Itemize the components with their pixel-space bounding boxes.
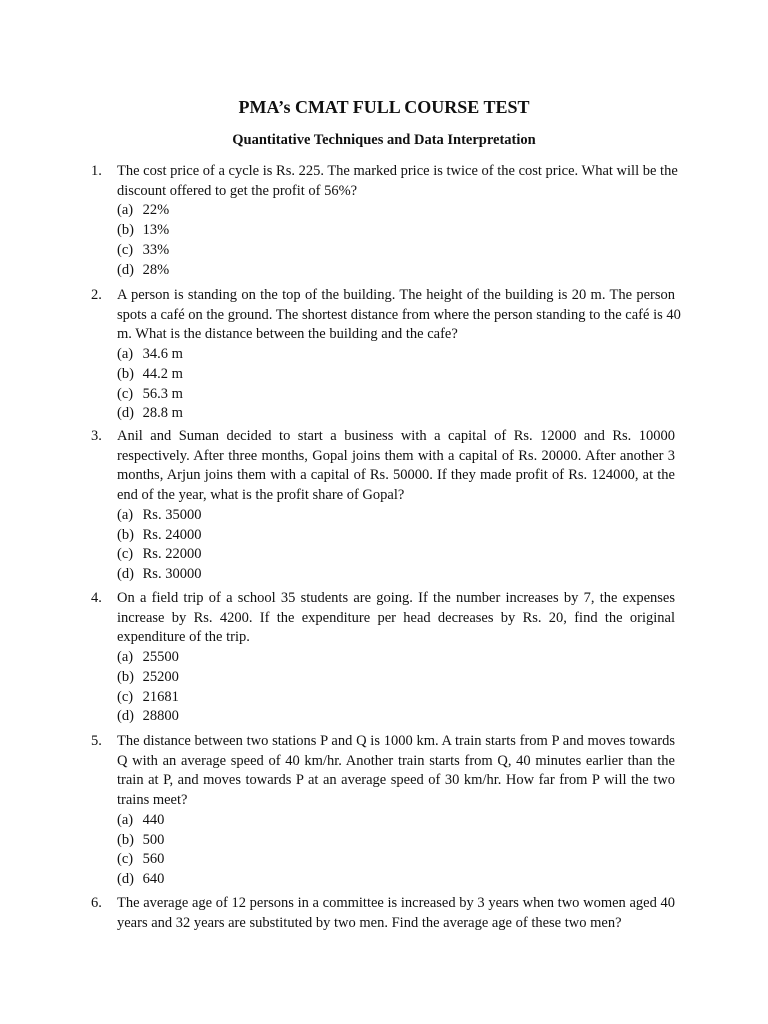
question-number: 6. (91, 895, 102, 911)
answer-option (117, 849, 164, 869)
answer-option (117, 647, 179, 667)
answer-option (117, 810, 164, 830)
answer-option (117, 564, 201, 584)
option-label: (d) (117, 565, 134, 582)
question-text-line: Anil and Suman decided to start a business with a capital of Rs. 12000 and Rs. 10000 (117, 428, 675, 444)
option-label: (c) (117, 385, 134, 402)
option-label: (d) (117, 708, 134, 725)
question-text (117, 285, 681, 344)
answer-option (117, 525, 201, 545)
option-label: (c) (117, 851, 134, 868)
option-text: 560 (142, 851, 165, 868)
answer-option (117, 344, 183, 364)
question-number: 2. (91, 287, 102, 303)
option-label: (d) (117, 261, 134, 278)
option-label: (c) (117, 688, 134, 705)
question-text-line: A person is standing on the top of the building. The height of the building is 20 m. The person (117, 287, 675, 303)
question-text-line: respectively. After three months, Gopal joins them with a capital of Rs. 20000. After another 3 (117, 447, 675, 464)
option-label: (a) (117, 811, 134, 828)
option-text: Rs. 30000 (142, 565, 202, 582)
question-number: 4. (91, 590, 102, 606)
question-text-line: expenditure of the trip. (117, 629, 250, 646)
option-text: Rs. 22000 (142, 546, 202, 563)
option-label: (a) (117, 346, 134, 363)
question-text-line: discount offered to get the profit of 56%? (117, 182, 358, 199)
question-text-line: years and 32 years are substituted by two men. Find the average age of these two men? (117, 914, 622, 931)
question-number: 3. (91, 428, 102, 444)
option-label: (a) (117, 649, 134, 666)
answer-option (117, 403, 183, 423)
question-text-line: On a field trip of a school 35 students are going. If the number increases by 7, the expenses (117, 590, 675, 606)
option-text: 13% (142, 222, 170, 239)
option-text: 28.8 m (142, 405, 183, 422)
option-text: Rs. 35000 (142, 506, 202, 523)
option-text: Rs. 24000 (142, 526, 202, 543)
option-label: (d) (117, 405, 134, 422)
answer-option (117, 544, 201, 564)
question-text (117, 588, 675, 647)
question-text-line: Q with an average speed of 40 km/hr. Another train starts from Q, 40 minutes earlier than the (117, 752, 675, 769)
answer-option (117, 220, 169, 240)
answer-option (117, 384, 183, 404)
option-text: 28% (142, 261, 170, 278)
answer-option (117, 200, 169, 220)
question-text-line: trains meet? (117, 792, 188, 809)
option-label: (c) (117, 546, 134, 563)
option-text: 25200 (142, 668, 179, 685)
option-text: 33% (142, 241, 170, 258)
option-label: (b) (117, 526, 134, 543)
question-text-line: increase by Rs. 4200. If the expenditure per head decreases by Rs. 20, find the original (117, 609, 675, 626)
option-text: 500 (142, 831, 165, 848)
option-text: 44.2 m (142, 365, 183, 382)
question-text-line: The distance between two stations P and Q is 1000 km. A train starts from P and moves towards (117, 733, 675, 749)
option-label: (b) (117, 222, 134, 239)
question-text-line: The average age of 12 persons in a committee is increased by 3 years when two women aged 40 (117, 895, 675, 911)
question-number: 1. (91, 163, 102, 179)
question-text-line: end of the year, what is the profit share of Gopal? (117, 487, 405, 504)
option-label: (c) (117, 241, 134, 258)
option-text: 640 (142, 870, 165, 887)
option-label: (b) (117, 365, 134, 382)
question-number: 5. (91, 733, 102, 749)
question-text (117, 161, 678, 200)
question-text-line: The cost price of a cycle is Rs. 225. The marked price is twice of the cost price. What will be the (117, 163, 678, 179)
option-label: (b) (117, 831, 134, 848)
question-text (117, 893, 675, 932)
page-subtitle: Quantitative Techniques and Data Interpretation (232, 132, 536, 148)
option-label: (a) (117, 202, 134, 219)
question-text (117, 731, 675, 810)
question-text-line: spots a café on the ground. The shortest distance from where the person standing to the café is 40 (117, 306, 681, 323)
option-text: 34.6 m (142, 346, 183, 363)
question-text-line: months, Arjun joins them with a capital of Rs. 50000. If they made profit of Rs. 124000, at the (117, 467, 675, 484)
page-title: PMA’s CMAT FULL COURSE TEST (238, 97, 530, 117)
option-label: (a) (117, 506, 134, 523)
question-text-line: m. What is the distance between the building and the cafe? (117, 326, 458, 343)
answer-option (117, 505, 201, 525)
option-label: (b) (117, 668, 134, 685)
option-text: 25500 (142, 649, 179, 666)
option-label: (d) (117, 870, 134, 887)
answer-option (117, 667, 179, 687)
question-text (117, 426, 675, 505)
answer-option (117, 869, 164, 889)
option-text: 440 (142, 811, 165, 828)
answer-option (117, 260, 169, 280)
option-text: 56.3 m (142, 385, 183, 402)
answer-option (117, 706, 179, 726)
question-text-line: train at P, and moves towards P at an average speed of 30 km/hr. How far from P will the two (117, 772, 675, 789)
option-text: 22% (142, 202, 170, 219)
option-text: 21681 (142, 688, 179, 705)
answer-option (117, 364, 183, 384)
answer-option (117, 687, 179, 707)
answer-option (117, 830, 164, 850)
option-text: 28800 (142, 708, 179, 725)
answer-option (117, 240, 169, 260)
